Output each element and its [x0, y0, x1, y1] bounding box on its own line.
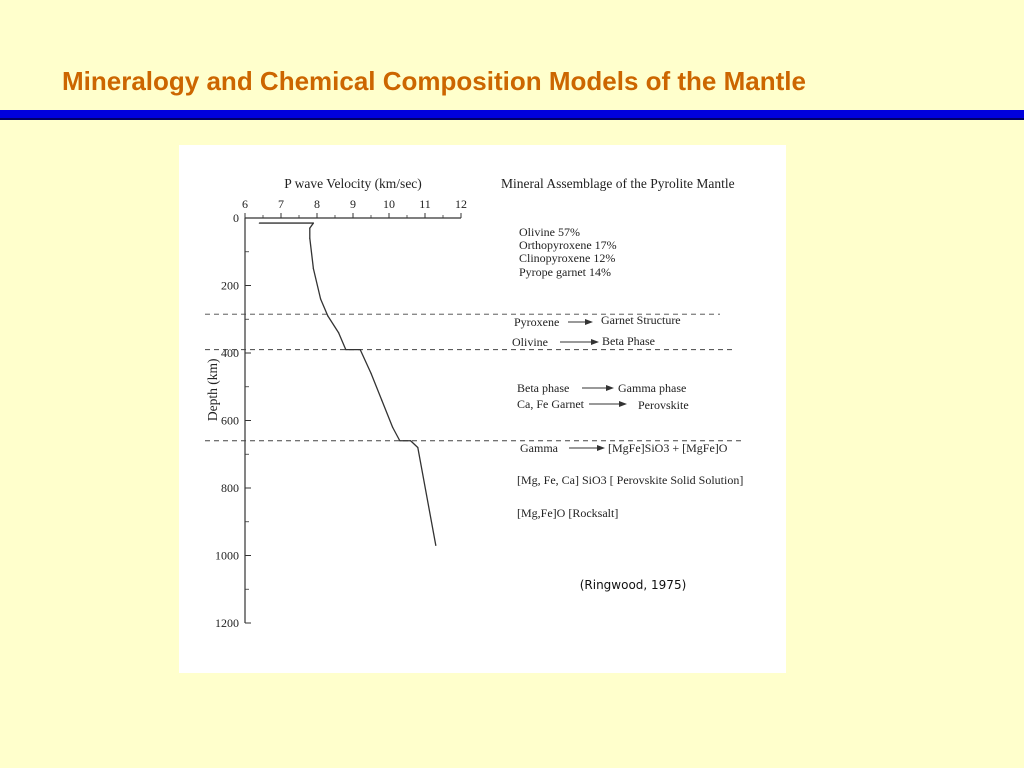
assemblage-item: Orthopyroxene 17%	[519, 238, 617, 252]
data-point	[381, 400, 382, 401]
x-tick-label: 12	[455, 197, 467, 211]
velocity-profile-line	[259, 223, 435, 545]
y-tick-label: 0	[233, 211, 239, 225]
y-tick-label: 800	[221, 481, 239, 495]
transition-arrow-head	[585, 319, 593, 325]
assemblage-item: Clinopyroxene 12%	[519, 251, 616, 265]
data-point	[435, 545, 436, 546]
y-tick-label: 400	[221, 346, 239, 360]
transition-arrow-head	[619, 401, 627, 407]
transition-to: Perovskite	[638, 398, 689, 412]
panel-title: Mineral Assemblage of the Pyrolite Mantle	[501, 176, 735, 191]
citation: (Ringwood, 1975)	[579, 578, 687, 592]
transition-from: Gamma	[520, 441, 558, 455]
slide-title: Mineralogy and Chemical Composition Models of the Mantle	[62, 66, 806, 96]
transition-to: Gamma phase	[618, 381, 687, 395]
data-point	[417, 447, 418, 448]
figure-panel	[179, 145, 786, 673]
lower-mantle-item: [Mg,Fe]O [Rocksalt]	[517, 506, 619, 520]
transition-from: Ca, Fe Garnet	[517, 397, 584, 411]
velocity-depth-chart	[179, 145, 786, 673]
lower-mantle-item: [Mg, Fe, Ca] SiO3 [ Perovskite Solid Solution]	[517, 473, 744, 487]
transition-to: Beta Phase	[602, 334, 655, 348]
transition-from: Pyroxene	[514, 315, 560, 329]
y-tick-label: 1000	[215, 548, 239, 563]
x-tick-label: 10	[383, 197, 395, 211]
data-point	[410, 440, 411, 441]
x-tick-label: 9	[350, 197, 356, 211]
transition-arrow-head	[597, 445, 605, 451]
x-tick-label: 7	[278, 197, 284, 211]
data-point	[327, 315, 328, 316]
assemblage-item: Olivine 57%	[519, 225, 580, 239]
y-axis-label: Depth (km)	[205, 358, 220, 422]
data-point	[309, 238, 310, 239]
data-point	[370, 373, 371, 374]
x-axis-label: P wave Velocity (km/sec)	[284, 176, 422, 191]
data-point	[320, 298, 321, 299]
y-tick-label: 1200	[215, 616, 239, 630]
data-point	[313, 222, 314, 223]
transition-arrow-head	[591, 339, 599, 345]
data-point	[360, 349, 361, 350]
assemblage-item: Pyrope garnet 14%	[519, 265, 611, 279]
data-point	[399, 440, 400, 441]
transition-arrow-head	[606, 385, 614, 391]
data-point	[392, 427, 393, 428]
y-tick-label: 200	[221, 278, 239, 293]
x-tick-label: 11	[419, 197, 431, 211]
transition-to: Garnet Structure	[601, 313, 681, 327]
data-point	[338, 332, 339, 333]
title-divider	[0, 110, 1024, 120]
data-point	[309, 228, 310, 229]
y-tick-label: 600	[221, 413, 239, 428]
x-tick-label: 8	[314, 197, 320, 211]
data-point	[345, 349, 346, 350]
data-point	[313, 268, 314, 269]
transition-to: [MgFe]SiO3 + [MgFe]O	[608, 441, 728, 455]
data-point	[259, 222, 260, 223]
x-tick-label: 6	[242, 197, 248, 211]
transition-from: Olivine	[512, 335, 548, 349]
transition-from: Beta phase	[517, 381, 570, 395]
